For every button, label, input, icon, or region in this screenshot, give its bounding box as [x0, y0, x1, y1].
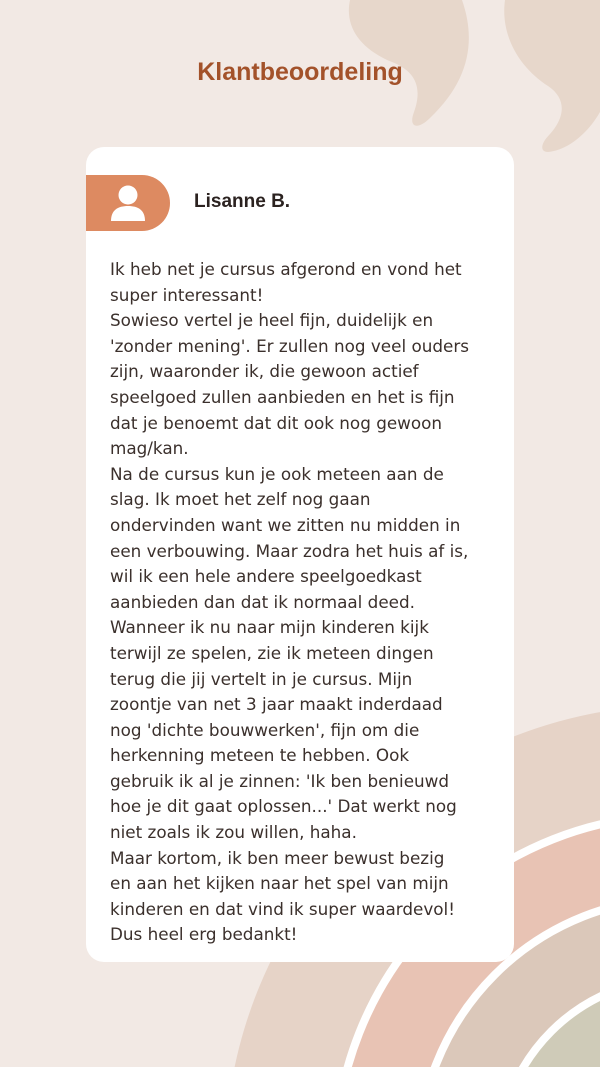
review-line: mag/kan. — [110, 438, 189, 459]
review-line: aanbieden dan dat ik normaal deed. — [110, 591, 415, 612]
user-icon — [108, 184, 148, 222]
review-line: Na de cursus kun je ook meteen aan de — [110, 463, 444, 484]
review-line: terug die jij vertelt in je cursus. Mijn — [110, 668, 413, 689]
review-line: zijn, waaronder ik, die gewoon actief — [110, 361, 419, 382]
review-text — [110, 257, 505, 948]
review-line: nog 'dichte bouwwerken', fijn om die — [110, 719, 420, 740]
review-line: Maar kortom, ik ben meer bewust bezig — [110, 847, 445, 868]
avatar — [86, 175, 170, 231]
review-line: een verbouwing. Maar zodra het huis af is, — [110, 540, 469, 561]
reviewer-name: Lisanne B. — [194, 191, 291, 212]
page-title: Klantbeoordeling — [197, 58, 403, 86]
review-line: niet zoals ik zou willen, haha. — [110, 822, 357, 843]
review-line: super interessant! — [110, 284, 264, 305]
review-line: Ik heb net je cursus afgerond en vond het — [110, 259, 462, 279]
review-line: en aan het kijken naar het spel van mijn — [110, 873, 449, 894]
review-line: terwijl ze spelen, zie ik meteen dingen — [110, 642, 434, 663]
review-line: dat je benoemt dat dit ook nog gewoon — [110, 412, 443, 433]
review-line: speelgoed zullen aanbieden en het is fijn — [110, 386, 455, 407]
review-line: hoe je dit gaat oplossen...' Dat werkt nog — [110, 796, 457, 817]
review-line: 'zonder mening'. Er zullen nog veel ouders — [110, 335, 469, 356]
review-line: kinderen en dat vind ik super waardevol! — [110, 898, 455, 919]
review-line: Dus heel erg bedankt! — [110, 924, 298, 945]
review-card — [86, 147, 514, 962]
review-line: herkenning meteen te hebben. Ook — [110, 745, 410, 766]
review-line: ondervinden want we zitten nu midden in — [110, 514, 461, 535]
review-line: zoontje van net 3 jaar maakt inderdaad — [110, 694, 443, 715]
review-line: wil ik een hele andere speelgoedkast — [110, 566, 422, 587]
review-line: Wanneer ik nu naar mijn kinderen kijk — [110, 617, 429, 638]
review-line: gebruik ik al je zinnen: 'Ik ben benieuwd — [110, 770, 450, 791]
review-line: slag. Ik moet het zelf nog gaan — [110, 489, 371, 510]
review-line: Sowieso vertel je heel fijn, duidelijk en — [110, 310, 434, 331]
